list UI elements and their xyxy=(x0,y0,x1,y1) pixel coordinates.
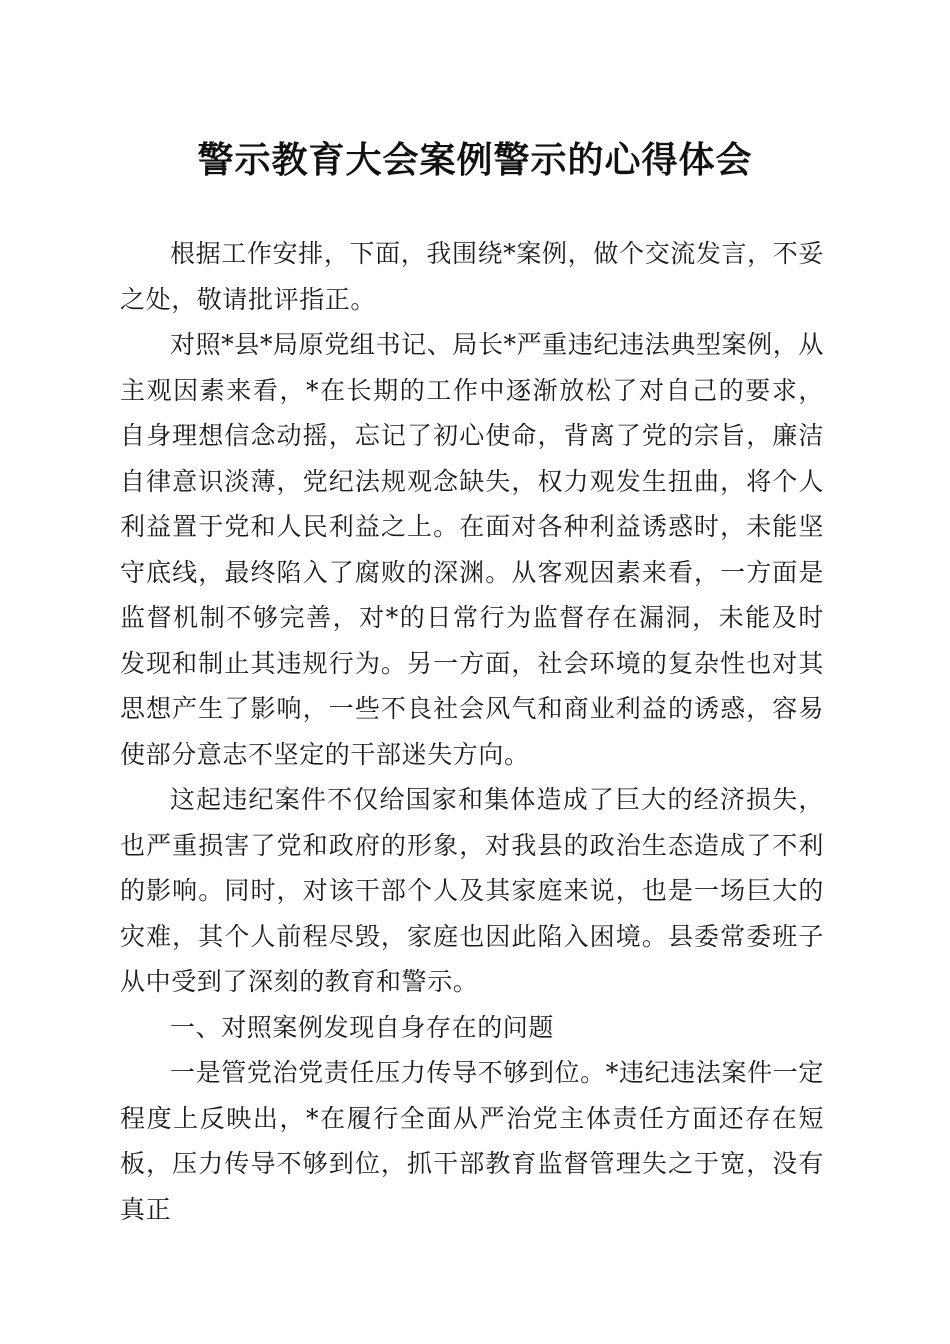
paragraph-case-impact: 这起违纪案件不仅给国家和集体造成了巨大的经济损失，也严重损害了党和政府的形象，对我县的政治生态造成了不利的影响。同时，对该干部个人及其家庭来说，也是一场巨大的灾难，其个人前程尽毁，家庭也因此陷入困境。县委常委班子从中受到了深刻的教育和警示。 xyxy=(120,785,824,996)
paragraph-problem-one: 一是管党治党责任压力传导不够到位。*违纪违法案件一定程度上反映出，*在履行全面从严治党主体责任方面还存在短板，压力传导不够到位，抓干部教育监督管理失之于宽，没有真正 xyxy=(120,1058,824,1224)
document-title: 警示教育大会案例警示的心得体会 xyxy=(197,139,753,181)
paragraph-intro: 根据工作安排，下面，我围绕*案例，做个交流发言，不妥之处，敬请批评指正。 xyxy=(120,239,824,314)
section-heading: 一、对照案例发现自身存在的问题 xyxy=(170,1012,555,1042)
document-body xyxy=(120,231,824,1232)
paragraph-case-analysis: 对照*县*局原党组书记、局长*严重违纪违法典型案例，从主观因素来看，*在长期的工作中逐渐放松了对自己的要求，自身理想信念动摇，忘记了初心使命，背离了党的宗旨，廉洁自律意识淡薄，党纪法规观念缺失，权力观发生扭曲，将个人利益置于党和人民利益之上。在面对各种利益诱惑时，未能坚守底线，最终陷入了腐败的深渊。从客观因素来看，一方面是监督机制不够完善，对*的日常行为监督存在漏洞，未能及时发现和制止其违规行为。另一方面，社会环境的复杂性也对其思想产生了影响，一些不良社会风气和商业利益的诱惑，容易使部分意志不坚定的干部迷失方向。 xyxy=(120,330,824,769)
